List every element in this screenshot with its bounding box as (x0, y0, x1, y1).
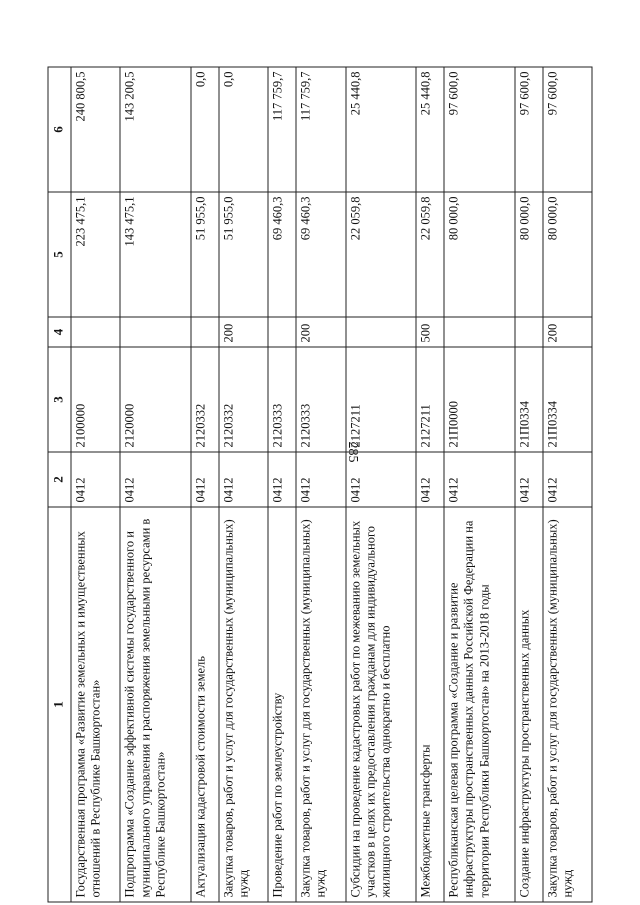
header-cell: 2 (48, 452, 71, 507)
row-name: Закупка товаров, работ и услуг для государственных (муниципальных) нужд (296, 507, 345, 902)
header-row (48, 67, 71, 902)
table-row (268, 67, 296, 902)
row-type: 200 (219, 317, 268, 347)
row-article: 21П0334 (515, 347, 543, 452)
row-name: Межбюджетные трансферты (416, 507, 444, 902)
row-section: 0412 (296, 452, 345, 507)
table-row (219, 67, 268, 902)
row-name: Актуализация кадастровой стоимости земель (191, 507, 219, 902)
table-row (191, 67, 219, 902)
row-amount-1: 223 475,1 (71, 192, 120, 317)
row-section: 0412 (219, 452, 268, 507)
table-row (416, 67, 444, 902)
row-amount-1: 69 460,3 (268, 192, 296, 317)
row-name: Государственная программа «Развитие земельных и имущественных отношений в Республике Башкортостан» (71, 507, 120, 902)
table-row (296, 67, 345, 902)
row-type (120, 317, 190, 347)
header-cell: 3 (48, 347, 71, 452)
row-name: Создание инфраструктуры пространственных данных (515, 507, 543, 902)
row-section: 0412 (515, 452, 543, 507)
row-amount-1: 80 000,0 (515, 192, 543, 317)
header-cell: 5 (48, 192, 71, 317)
row-article: 2120000 (120, 347, 190, 452)
row-amount-2: 25 440,8 (416, 67, 444, 192)
row-section: 0412 (71, 452, 120, 507)
row-article: 2127211 (346, 347, 416, 452)
row-section: 0412 (120, 452, 190, 507)
row-article: 2120332 (191, 347, 219, 452)
table-row (543, 67, 592, 902)
row-name: Закупка товаров, работ и услуг для государственных (муниципальных) нужд (543, 507, 592, 902)
row-name: Подпрограмма «Создание эффективной системы государственного и муниципального управления и распоряжения земельными ресурсами в Республике Башкортостан» (120, 507, 190, 902)
row-amount-2: 25 440,8 (346, 67, 416, 192)
row-name: Субсидии на проведение кадастровых работ по межеванию земельных участков в целях их предоставления гражданам для индивидуального жилищного строительства однократно и бесплатно (346, 507, 416, 902)
row-type: 500 (416, 317, 444, 347)
row-type (268, 317, 296, 347)
row-amount-1: 51 955,0 (191, 192, 219, 317)
row-article: 2127211 (416, 347, 444, 452)
row-amount-2: 117 759,7 (268, 67, 296, 192)
row-amount-2: 97 600,0 (444, 67, 514, 192)
row-type (191, 317, 219, 347)
row-amount-1: 51 955,0 (219, 192, 268, 317)
row-article: 2120333 (268, 347, 296, 452)
header-cell: 4 (48, 317, 71, 347)
page-number: 285 (345, 441, 360, 463)
row-section: 0412 (346, 452, 416, 507)
row-amount-1: 22 059,8 (416, 192, 444, 317)
table-row (346, 67, 416, 902)
header-cell: 1 (48, 507, 71, 902)
budget-table (48, 67, 593, 903)
row-type (444, 317, 514, 347)
row-section: 0412 (543, 452, 592, 507)
table-row (444, 67, 514, 902)
row-section: 0412 (416, 452, 444, 507)
header-cell: 6 (48, 67, 71, 192)
row-amount-1: 80 000,0 (444, 192, 514, 317)
row-name: Республиканская целевая программа «Создание и развитие инфраструктуры пространственных данных Российской Федерации на территории Республики Башкортостан» на 2013-2018 годы (444, 507, 514, 902)
row-amount-2: 97 600,0 (543, 67, 592, 192)
row-name: Закупка товаров, работ и услуг для государственных (муниципальных) нужд (219, 507, 268, 902)
row-article: 21П0334 (543, 347, 592, 452)
row-amount-1: 69 460,3 (296, 192, 345, 317)
row-type: 200 (296, 317, 345, 347)
table-row (71, 67, 120, 902)
row-amount-2: 143 200,5 (120, 67, 190, 192)
row-type: 200 (543, 317, 592, 347)
table-row (515, 67, 543, 902)
row-amount-1: 22 059,8 (346, 192, 416, 317)
row-type (346, 317, 416, 347)
row-amount-2: 97 600,0 (515, 67, 543, 192)
row-type (515, 317, 543, 347)
row-amount-1: 80 000,0 (543, 192, 592, 317)
row-section: 0412 (191, 452, 219, 507)
row-section: 0412 (444, 452, 514, 507)
rotated-table-wrapper (48, 68, 593, 903)
row-section: 0412 (268, 452, 296, 507)
row-amount-2: 0,0 (219, 67, 268, 192)
table-row (120, 67, 190, 902)
row-amount-2: 0,0 (191, 67, 219, 192)
row-amount-2: 117 759,7 (296, 67, 345, 192)
row-article: 2120332 (219, 347, 268, 452)
row-article: 2100000 (71, 347, 120, 452)
row-article: 21П0000 (444, 347, 514, 452)
row-type (71, 317, 120, 347)
row-article: 2120333 (296, 347, 345, 452)
row-amount-1: 143 475,1 (120, 192, 190, 317)
row-name: Проведение работ по землеустройству (268, 507, 296, 902)
row-amount-2: 240 800,5 (71, 67, 120, 192)
